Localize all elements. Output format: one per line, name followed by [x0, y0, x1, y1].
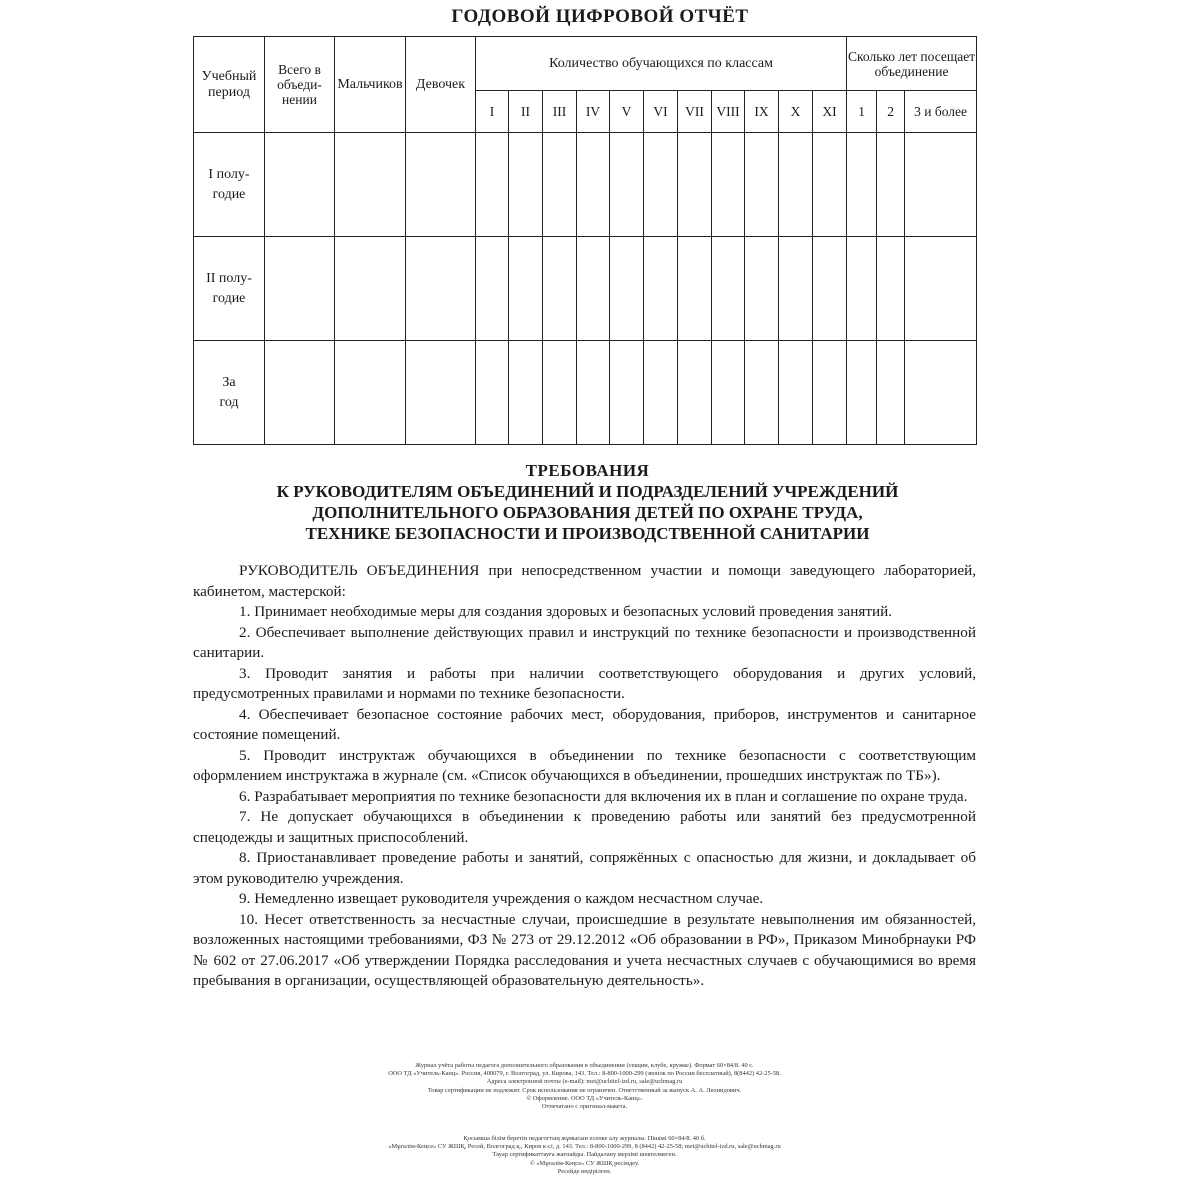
- imprint-ru: [193, 1062, 976, 1111]
- paragraph: 4. Обеспечивает безопасное состояние рабочих мест, оборудования, приборов, инструментов и санитарное состояние помещений.: [193, 705, 976, 743]
- class-label: VIII: [712, 91, 745, 133]
- paragraph: 8. Приостанавливает проведение работы и занятий, сопряжённых с опасностью для жизни, и докладывает об этом руководителю учреждения.: [193, 849, 976, 887]
- paragraph: 2. Обеспечивает выполнение действующих правил и инструкций по технике безопасности и производственной санитарии.: [193, 623, 976, 661]
- row-label: II полугодие: [194, 237, 265, 341]
- paragraph: 10. Несет ответственность за несчастные случаи, происшедшие в результате невыполнения им обязанностей, возложенных настоящими требованиями, ФЗ № 273 от 29.12.2012 «Об образовании в РФ», Приказом Минобрнауки РФ № 602 от 27.06.2017 «Об утверждении Порядка расследования и учета несчастных случаев с обучающимися во время пребывания в организации, осуществляющей образовательную деятельность».: [193, 910, 976, 989]
- imprint-line: Қосымша білім беретін педагогтың жұмысын есепке алу журналы. Пішімі 60×84/8. 40 б.: [463, 1135, 706, 1142]
- imprint-line: © «Мұғалім-Кеңсе» СУ ЖШҚ ресімдеу.: [529, 1159, 640, 1167]
- class-label: X: [779, 91, 813, 133]
- class-label: IV: [577, 91, 610, 133]
- requirements-subtitle-line: ДОПОЛНИТЕЛЬНОГО ОБРАЗОВАНИЯ ДЕТЕЙ ПО ОХРАНЕ ТРУДА,: [312, 503, 863, 522]
- table-row: [194, 237, 977, 341]
- paragraph: 3. Проводит занятия и работы при наличии соответствующего оборудования и других условий, предусмотренных правилами и нормами по технике безопасности.: [193, 664, 976, 702]
- table-row: [194, 341, 977, 445]
- paragraph: 5. Проводит инструктаж обучающихся в объединении по технике безопасности с соответствующим оформлением инструктажа в журнале (см. «Список обучающихся в объединении, прошедших инструктаж по ТБ»).: [193, 746, 976, 784]
- imprint-line: «Мұғалім-Кеңсе» СУ ЖШҚ, Ресей, Волгоград қ., Киров к-сі, д. 143. Тел.: 8-800-1000-299, 8 (8442) 42-25-58; met@uchitel-izd.ru, sale@uchmag.ru: [388, 1143, 781, 1151]
- year-label: 2: [877, 91, 905, 133]
- header-years: Сколько лет посещает объединение: [847, 37, 977, 91]
- class-label: I: [476, 91, 509, 133]
- paragraph: 7. Не допускает обучающихся в объединении к проведению работы или занятий без предусмотренной спецодежды и защитных приспособлений.: [193, 808, 976, 846]
- imprint-line: Ресейде өндірілген.: [557, 1167, 612, 1175]
- header-boys: Мальчиков: [335, 37, 406, 133]
- year-label: 1: [847, 91, 877, 133]
- class-label: VII: [678, 91, 712, 133]
- class-label: XI: [813, 91, 847, 133]
- year-label: 3 и более: [905, 91, 977, 133]
- paragraph: РУКОВОДИТЕЛЬ ОБЪЕДИНЕНИЯ при непосредственном участии и помощи заведующего лабораторией, кабинетом, мастерской:: [193, 562, 976, 600]
- requirements-heading: [150, 460, 1025, 544]
- imprint-line: Адреса электронной почты (e-mail): met@uchitel-izd.ru, sale@uchmag.ru: [486, 1078, 683, 1086]
- class-label: II: [509, 91, 543, 133]
- header-total: Всего в объединении: [265, 37, 335, 133]
- table-row: [194, 133, 977, 237]
- requirements-title: ТРЕБОВАНИЯ: [525, 461, 650, 480]
- header-classes: Количество обучающихся по классам: [476, 37, 847, 91]
- class-label: IX: [745, 91, 779, 133]
- class-label: VI: [644, 91, 678, 133]
- paragraph: 6. Разрабатывает мероприятия по технике безопасности для включения их в план и соглашение по охране труда.: [239, 787, 968, 805]
- imprint-line: ООО ТД «Учитель-Канц». Россия, 400079, г. Волгоград, ул. Кирова, 143. Тел.: 8-800-1000-299 (звонок по России бесплатный), 8(8442) 42-25-58.: [388, 1070, 781, 1078]
- imprint-line: Журнал учёта работы педагога дополнительного образования в объединении (секции, клубе, кружке). Формат 60×84/8. 40 с.: [415, 1062, 754, 1069]
- row-label: I полугодие: [194, 133, 265, 237]
- requirements-subtitle-line: ТЕХНИКЕ БЕЗОПАСНОСТИ И ПРОИЗВОДСТВЕННОЙ САНИТАРИИ: [305, 524, 870, 543]
- class-label: III: [543, 91, 577, 133]
- row-label: За год: [194, 341, 265, 445]
- paragraph: 9. Немедленно извещает руководителя учреждения о каждом несчастном случае.: [239, 890, 764, 907]
- imprint-line: Отпечатано с оригинал-макета.: [541, 1103, 628, 1111]
- imprint-kz: [193, 1135, 976, 1176]
- imprint-line: Товар сертификации не подлежит. Срок использования не ограничен. Ответственный за выпуск А. А. Леонидович.: [427, 1086, 742, 1094]
- paragraph: 1. Принимает необходимые меры для создания здоровых и безопасных условий проведения занятий.: [239, 603, 893, 620]
- class-label: V: [610, 91, 644, 133]
- requirements-body: [193, 561, 976, 992]
- report-title: ГОДОВОЙ ЦИФРОВОЙ ОТЧЁТ: [451, 6, 749, 27]
- imprint-line: Тауар сертификаттауға жатпайды. Пайдалану мерзімі шектелмеген.: [492, 1151, 677, 1159]
- report-table: [193, 36, 977, 445]
- requirements-subtitle-line: К РУКОВОДИТЕЛЯМ ОБЪЕДИНЕНИЙ И ПОДРАЗДЕЛЕНИЙ УЧРЕЖДЕНИЙ: [276, 482, 899, 501]
- header-period: Учебный период: [194, 37, 265, 133]
- imprint-line: © Оформление. ООО ТД «Учитель-Канц».: [526, 1094, 643, 1102]
- header-girls: Девочек: [406, 37, 476, 133]
